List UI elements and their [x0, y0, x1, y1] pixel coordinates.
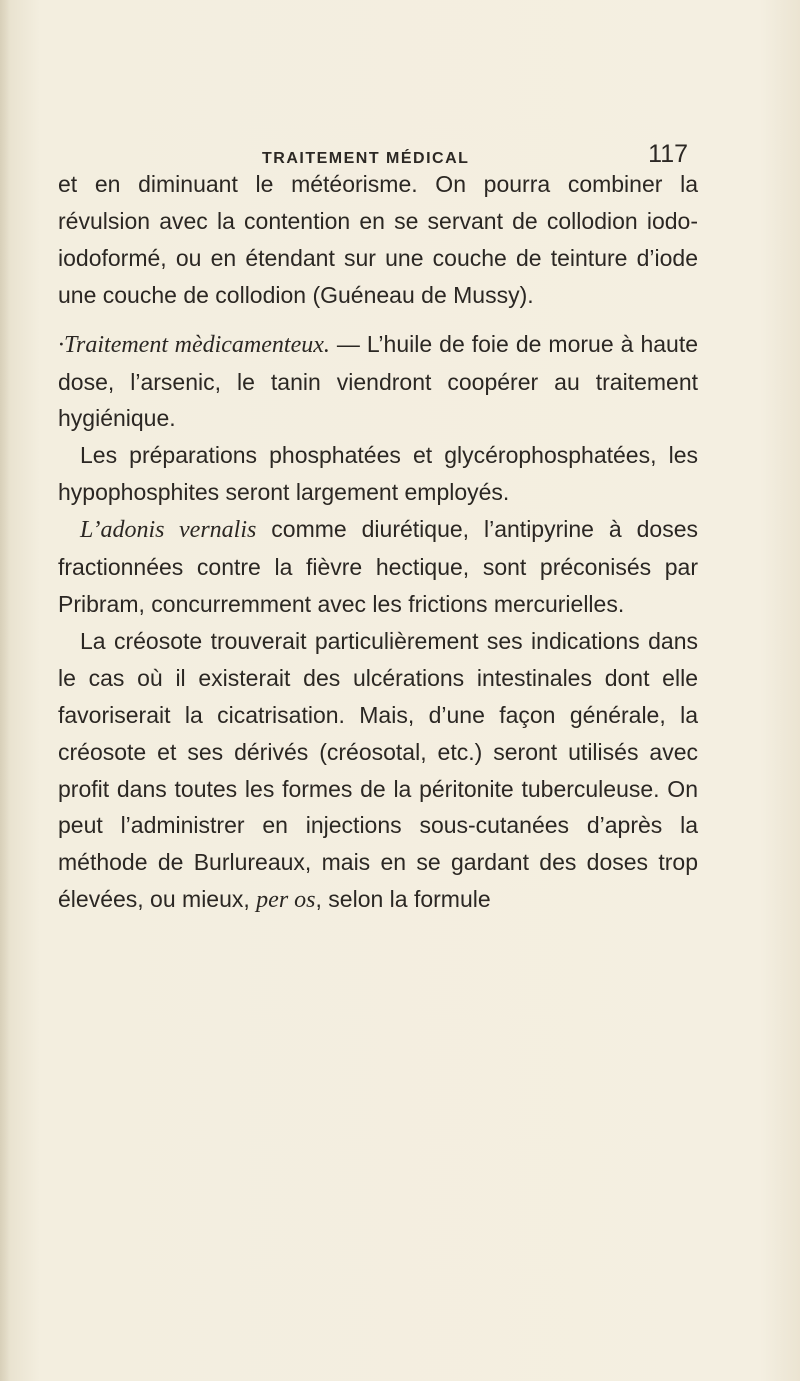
- paragraph-3: [58, 437, 698, 511]
- paragraph-2-text: — L’huile de foie de morue à haute dose, l’arsenic, le tanin viendront coopérer au traitement hygiénique.: [58, 330, 699, 432]
- paragraph-5-latin: per os: [256, 887, 316, 914]
- paragraph-3-text: Les préparations phosphatées et glycérophosphatées, les hypophosphites seront largement employés.: [58, 442, 698, 506]
- paragraph-5-end: , selon la formule: [315, 886, 491, 913]
- running-head: TRAITEMENT MÉDICAL: [262, 150, 470, 167]
- paragraph-1: [58, 166, 698, 314]
- paragraph-4-term: adonis vernalis: [100, 517, 257, 544]
- body-text: [58, 166, 698, 919]
- paragraph-4-text: comme diurétique, l’antipyrine à doses fractionnées contre la fièvre hectique, sont préconisés par Pribram, concurremment avec les frictions mercurielles.: [58, 516, 699, 617]
- paragraph-4: [58, 511, 698, 623]
- section-heading: ·Traitement mèdicamenteux.: [58, 331, 330, 358]
- paragraph-4-article: L’: [80, 517, 101, 544]
- paragraph-5: [58, 623, 698, 919]
- page-number: 117: [648, 140, 688, 168]
- paragraph-5-text: La créosote trouverait particulièrement ses indications dans le cas où il existerait des ulcérations intestinales dont elle favoriserait la cicatrisation. Mais, d’une façon générale, la créosote et ses dérivés (créosotal, etc.) seront utilisés avec profit dans toutes les formes de la péritonite tuberculeuse. On peut l’administrer en injections sous-cutanées d’après la méthode de Burlureaux, mais en se gardant des doses trop élevées, ou mieux,: [58, 627, 698, 913]
- paragraph-2: [58, 326, 698, 438]
- spine-shadow: [0, 0, 10, 1381]
- paragraph-1-text: et en diminuant le météorisme. On pourra combiner la révulsion avec la contention en se servant de collodion iodo-iodoformé, ou en étendant sur une couche de teinture d’iode une couche de collodion (Guéneau de Mussy).: [58, 171, 698, 308]
